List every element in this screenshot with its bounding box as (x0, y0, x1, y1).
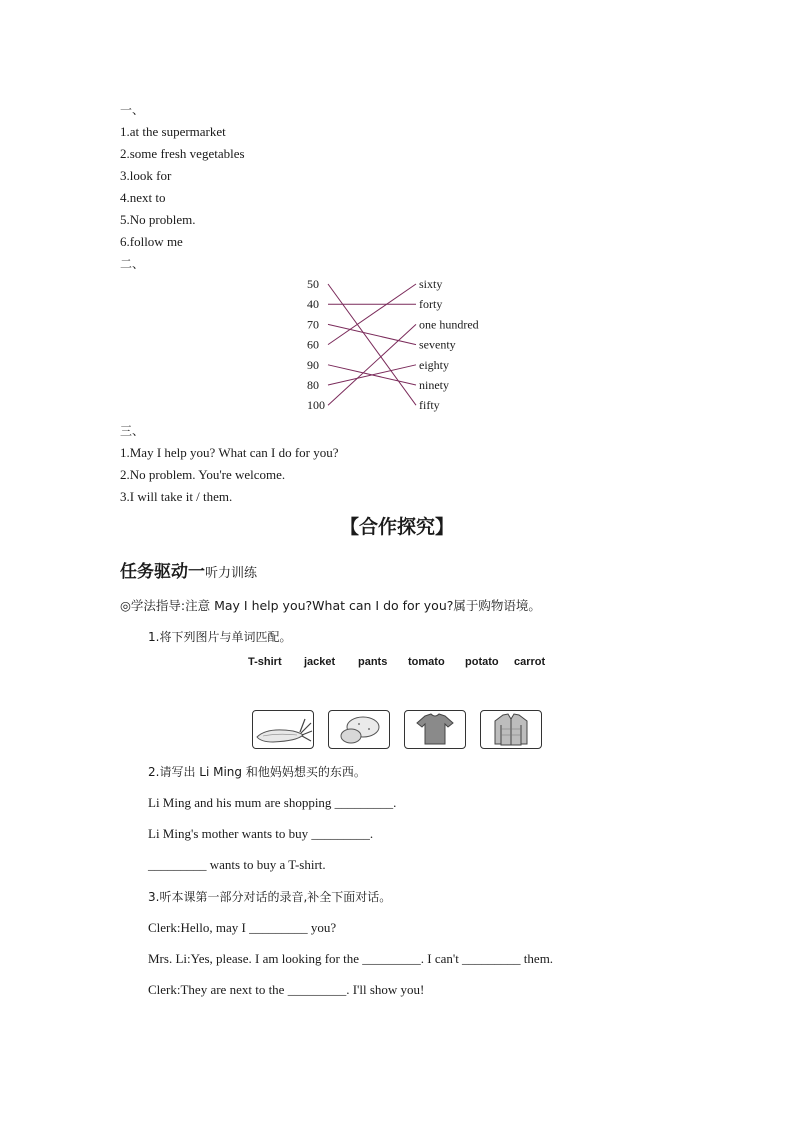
word-option: carrot (514, 656, 546, 668)
section-3-heading: 三、 (120, 424, 145, 438)
answer-item: 6.follow me (120, 234, 183, 249)
word-label: sixty (419, 277, 443, 291)
task-sub-label: 听力训练 (205, 566, 258, 581)
section-2-heading: 二、 (120, 257, 145, 271)
answer-item: 3.look for (120, 168, 172, 183)
word-label: ninety (419, 378, 449, 392)
match-line (328, 324, 416, 405)
carrot-picture (252, 710, 314, 749)
tshirt-icon (405, 711, 465, 748)
number-matching-diagram (300, 274, 500, 416)
word-option: jacket (304, 656, 336, 668)
number-label: 60 (307, 337, 319, 352)
tshirt-picture (404, 710, 466, 749)
number-label: 80 (307, 378, 319, 392)
word-label: eighty (419, 357, 449, 372)
match-line (328, 284, 416, 405)
fill-in-line: _________ wants to buy a T-shirt. (148, 857, 326, 872)
answer-item: 1.May I help you? What can I do for you? (120, 445, 339, 460)
task-heading (120, 557, 257, 582)
dialogue-line: Clerk:They are next to the _________. I'll show you! (148, 982, 425, 997)
fill-in-line: Li Ming's mother wants to buy _________. (148, 826, 374, 841)
potato-icon (329, 711, 389, 748)
word-option: potato (465, 656, 499, 668)
study-guide: ◎学法指导:注意 May I help you?What can I do for you?属于购物语境。 (120, 598, 541, 613)
dialogue-line: Clerk:Hello, may I _________ you? (148, 920, 337, 935)
question-2-label: 2.请写出 Li Ming 和他妈妈想买的东西。 (148, 765, 366, 779)
word-label: forty (419, 297, 443, 312)
number-label: 100 (307, 398, 325, 413)
number-label: 50 (307, 277, 319, 291)
task-main-label: 任务驱动一 (120, 562, 205, 582)
word-option: pants (358, 656, 388, 668)
word-option: T-shirt (248, 656, 282, 668)
section-title: 【合作探究】 (339, 516, 454, 538)
question-3-label: 3.听本课第一部分对话的录音,补全下面对话。 (148, 890, 392, 904)
answer-item: 3.I will take it / them. (120, 489, 233, 504)
match-line (328, 284, 416, 345)
word-label: one hundred (419, 317, 479, 332)
jacket-picture (480, 710, 542, 749)
fill-in-line: Li Ming and his mum are shopping _________. (148, 795, 397, 810)
answer-item: 2.some fresh vegetables (120, 146, 245, 161)
question-1-label: 1.将下列图片与单词匹配。 (148, 630, 292, 644)
number-label: 90 (307, 357, 319, 372)
answer-item: 2.No problem. You're welcome. (120, 467, 286, 482)
number-label: 70 (307, 317, 319, 332)
dialogue-line: Mrs. Li:Yes, please. I am looking for the _________. I can't _________ them. (148, 951, 554, 966)
jacket-icon (481, 711, 541, 748)
word-option: tomato (408, 656, 445, 668)
answer-item: 5.No problem. (120, 212, 196, 227)
carrot-icon (253, 711, 313, 748)
section-1-heading: 一、 (120, 103, 145, 117)
potato-picture (328, 710, 390, 749)
answer-item: 4.next to (120, 190, 166, 205)
word-label: fifty (419, 398, 440, 413)
word-label: seventy (419, 337, 456, 352)
number-label: 40 (307, 297, 319, 312)
answer-item: 1.at the supermarket (120, 124, 226, 139)
match-line (328, 324, 416, 344)
